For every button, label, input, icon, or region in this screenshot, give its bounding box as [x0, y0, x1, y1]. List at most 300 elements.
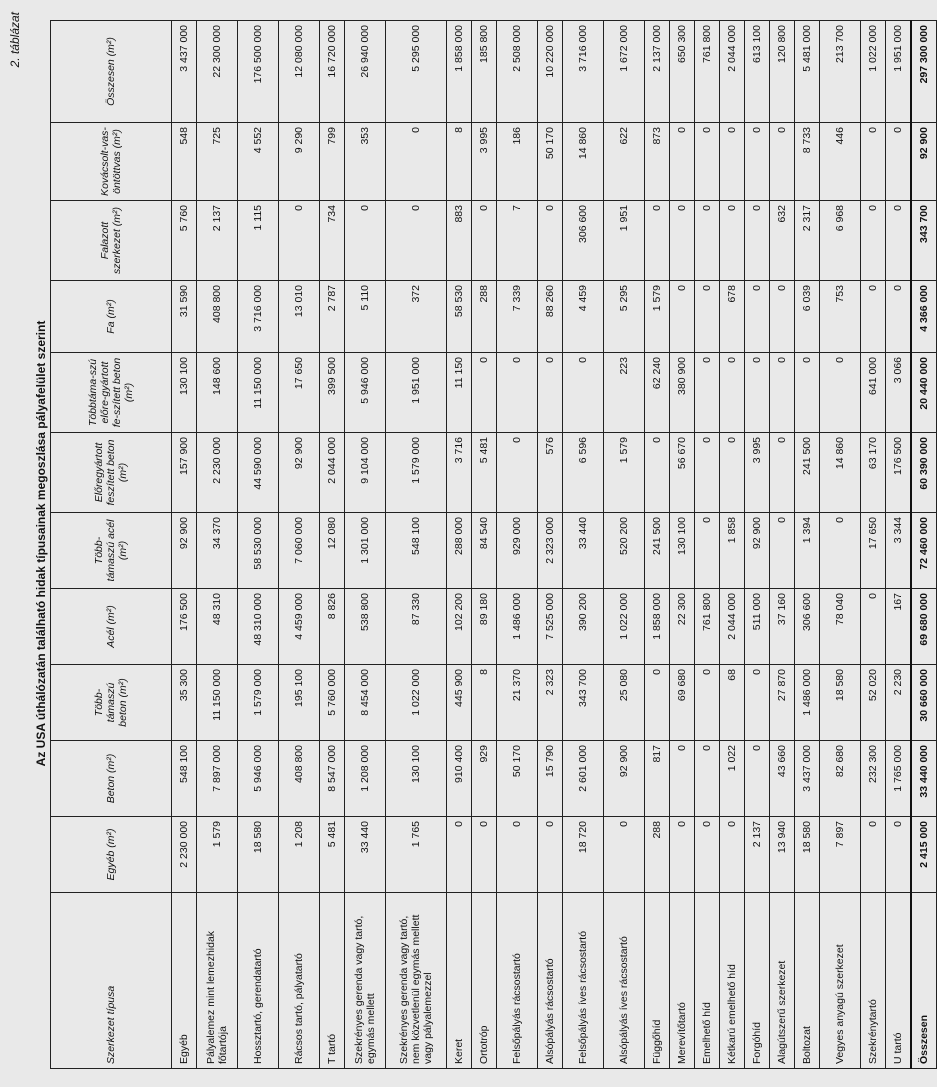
row-label: Alsópályás íves rácsostartó — [604, 893, 645, 1069]
table-cell: 1 486 000 — [795, 665, 820, 741]
table-cell: 0 — [720, 433, 745, 513]
table-cell: 3 995 — [745, 433, 770, 513]
table-cell: 2 317 — [795, 201, 820, 281]
table-cell: 288 000 — [447, 513, 472, 589]
table-cell: 1 579 — [604, 433, 645, 513]
table-cell: 1 951 000 — [386, 353, 447, 433]
row-label: Pályalemez mint lemezhidak főtartója — [197, 893, 238, 1069]
table-cell: 0 — [538, 817, 563, 893]
column-header-type: Szerkezet típusa — [51, 893, 172, 1069]
table-cell: 0 — [886, 817, 912, 893]
table-cell: 13 940 — [770, 817, 795, 893]
table-cell: 0 — [670, 281, 695, 353]
table-cell: 50 170 — [497, 741, 538, 817]
column-header: Falazott szerkezet (m²) — [51, 201, 172, 281]
table-cell: 78 040 — [820, 589, 861, 665]
table-cell: 17 650 — [861, 513, 886, 589]
table-cell: 18 580 — [795, 817, 820, 893]
table-cell: 11 150 — [447, 353, 472, 433]
table-cell: 1 115 — [238, 201, 279, 281]
table-cell: 130 100 — [670, 513, 695, 589]
table-cell: 0 — [538, 353, 563, 433]
table-cell: 33 440 000 — [911, 741, 937, 817]
table-cell: 5 295 — [604, 281, 645, 353]
table-cell: 0 — [745, 665, 770, 741]
table-cell: 5 110 — [345, 281, 386, 353]
table-cell: 0 — [472, 353, 497, 433]
table-cell: 52 020 — [861, 665, 886, 741]
table-cell: 92 900 — [911, 123, 937, 201]
table-cell: 1 022 000 — [604, 589, 645, 665]
table-cell: 0 — [745, 201, 770, 281]
table-row — [238, 21, 279, 1069]
table-cell: 734 — [320, 201, 345, 281]
table-cell: 0 — [695, 817, 720, 893]
table-cell: 11 150 000 — [238, 353, 279, 433]
table-cell: 11 150 000 — [197, 665, 238, 741]
table-cell: 520 200 — [604, 513, 645, 589]
column-header: Kovácsolt-vas-öntöttvas (m²) — [51, 123, 172, 201]
table-cell: 6 596 — [563, 433, 604, 513]
row-label: Boltozat — [795, 893, 820, 1069]
table-row — [386, 21, 447, 1069]
table-cell: 1 579 — [197, 817, 238, 893]
table-cell: 5 760 — [172, 201, 197, 281]
table-cell: 7 525 000 — [538, 589, 563, 665]
table-cell: 799 — [320, 123, 345, 201]
column-header: Fa (m²) — [51, 281, 172, 353]
table-cell: 0 — [497, 817, 538, 893]
table-cell: 0 — [720, 201, 745, 281]
table-cell: 511 000 — [745, 589, 770, 665]
table-cell: 3 716 — [447, 433, 472, 513]
total-row — [911, 21, 937, 1069]
column-header: Összesen (m²) — [51, 21, 172, 123]
table-cell: 0 — [670, 123, 695, 201]
table-cell: 0 — [497, 433, 538, 513]
table-cell: 8 — [472, 665, 497, 741]
table-cell: 14 860 — [563, 123, 604, 201]
table-cell: 92 900 — [745, 513, 770, 589]
table-cell: 306 600 — [795, 589, 820, 665]
table-cell: 0 — [745, 353, 770, 433]
row-label: Rácsos tartó, pályatartó — [279, 893, 320, 1069]
table-cell: 3 716 000 — [238, 281, 279, 353]
table-cell: 14 860 — [820, 433, 861, 513]
table-cell: 1 579 000 — [238, 665, 279, 741]
table-cell: 87 330 — [386, 589, 447, 665]
table-cell: 7 060 000 — [279, 513, 320, 589]
table-cell: 548 100 — [172, 741, 197, 817]
table-cell: 69 680 — [670, 665, 695, 741]
table-cell: 35 300 — [172, 665, 197, 741]
table-cell: 5 946 000 — [238, 741, 279, 817]
table-cell: 2 601 000 — [563, 741, 604, 817]
table-cell: 288 — [472, 281, 497, 353]
table-row — [447, 21, 472, 1069]
table-cell: 1 765 — [386, 817, 447, 893]
table-cell: 0 — [670, 741, 695, 817]
table-cell: 33 440 — [345, 817, 386, 893]
table-cell: 0 — [695, 665, 720, 741]
table-cell: 82 680 — [820, 741, 861, 817]
table-cell: 102 200 — [447, 589, 472, 665]
table-cell: 343 700 — [911, 201, 937, 281]
table-cell: 0 — [720, 123, 745, 201]
table-cell: 910 400 — [447, 741, 472, 817]
table-cell: 2 044 000 — [720, 589, 745, 665]
row-label: Vegyes anyagú szerkezet — [820, 893, 861, 1069]
table-cell: 0 — [604, 817, 645, 893]
table-cell: 0 — [670, 201, 695, 281]
table-cell: 0 — [770, 123, 795, 201]
row-label: Összesen — [911, 893, 937, 1069]
table-cell: 0 — [538, 201, 563, 281]
table-cell: 1 208 — [279, 817, 320, 893]
row-label: T tartó — [320, 893, 345, 1069]
column-header: Acél (m²) — [51, 589, 172, 665]
table-cell: 0 — [695, 741, 720, 817]
table-cell: 48 310 — [197, 589, 238, 665]
table-cell: 157 900 — [172, 433, 197, 513]
table-cell: 650 300 — [670, 21, 695, 123]
table-cell: 0 — [861, 123, 886, 201]
table-cell: 0 — [745, 741, 770, 817]
table-cell: 5 481 — [320, 817, 345, 893]
table-cell: 5 760 000 — [320, 665, 345, 741]
table-cell: 0 — [695, 353, 720, 433]
row-label: Felsőpályás rácsostartó — [497, 893, 538, 1069]
table-cell: 353 — [345, 123, 386, 201]
table-cell: 0 — [770, 433, 795, 513]
table-cell: 18 580 — [820, 665, 861, 741]
table-cell: 20 440 000 — [911, 353, 937, 433]
table-cell: 1 022 000 — [386, 665, 447, 741]
table-cell: 0 — [795, 353, 820, 433]
table-cell: 10 220 000 — [538, 21, 563, 123]
table-cell: 68 — [720, 665, 745, 741]
table-cell: 761 800 — [695, 21, 720, 123]
table-cell: 9 104 000 — [345, 433, 386, 513]
table-cell: 7 339 — [497, 281, 538, 353]
table-row — [197, 21, 238, 1069]
table-cell: 3 437 000 — [172, 21, 197, 123]
table-cell: 0 — [861, 281, 886, 353]
table-cell: 69 680 000 — [911, 589, 937, 665]
table-cell: 56 670 — [670, 433, 695, 513]
table-cell: 306 600 — [563, 201, 604, 281]
row-label: Szekrényes gerenda vagy tartó, nem közvetlenül egymás mellett vagy pályalemezzel — [386, 893, 447, 1069]
row-label: Alagútszerű szerkezet — [770, 893, 795, 1069]
table-row — [745, 21, 770, 1069]
table-cell: 0 — [886, 281, 912, 353]
table-row — [497, 21, 538, 1069]
table-cell: 3 344 — [886, 513, 912, 589]
row-label: Forgóhíd — [745, 893, 770, 1069]
table-cell: 0 — [861, 201, 886, 281]
table-cell: 399 500 — [320, 353, 345, 433]
table-cell: 0 — [886, 123, 912, 201]
table-cell: 58 530 — [447, 281, 472, 353]
row-label: Keret — [447, 893, 472, 1069]
table-cell: 2 323 000 — [538, 513, 563, 589]
table-row — [645, 21, 670, 1069]
table-cell: 48 310 000 — [238, 589, 279, 665]
table-cell: 130 100 — [172, 353, 197, 433]
table-cell: 0 — [720, 817, 745, 893]
table-cell: 18 720 — [563, 817, 604, 893]
table-cell: 548 — [172, 123, 197, 201]
table-cell: 213 700 — [820, 21, 861, 123]
table-cell: 15 790 — [538, 741, 563, 817]
table-cell: 0 — [472, 817, 497, 893]
row-label: Hossztartó, gerendatartó — [238, 893, 279, 1069]
table-row — [604, 21, 645, 1069]
row-label: Merevítőtartó — [670, 893, 695, 1069]
table-row — [320, 21, 345, 1069]
table-cell: 0 — [386, 201, 447, 281]
table-cell: 929 000 — [497, 513, 538, 589]
table-cell: 43 660 — [770, 741, 795, 817]
table-cell: 1 765 000 — [886, 741, 912, 817]
table-cell: 1 301 000 — [345, 513, 386, 589]
row-label: Függőhíd — [645, 893, 670, 1069]
table-cell: 8 826 — [320, 589, 345, 665]
table-cell: 1 022 — [720, 741, 745, 817]
table-cell: 92 900 — [279, 433, 320, 513]
table-cell: 167 — [886, 589, 912, 665]
table-cell: 678 — [720, 281, 745, 353]
column-header: Beton (m²) — [51, 741, 172, 817]
table-cell: 8 — [447, 123, 472, 201]
table-cell: 44 590 000 — [238, 433, 279, 513]
table-cell: 5 946 000 — [345, 353, 386, 433]
table-cell: 2 508 000 — [497, 21, 538, 123]
table-cell: 130 100 — [386, 741, 447, 817]
table-cell: 343 700 — [563, 665, 604, 741]
table-cell: 16 720 000 — [320, 21, 345, 123]
table-cell: 753 — [820, 281, 861, 353]
table-cell: 3 716 000 — [563, 21, 604, 123]
table-cell: 883 — [447, 201, 472, 281]
table-cell: 92 900 — [172, 513, 197, 589]
table-cell: 2 787 — [320, 281, 345, 353]
table-cell: 7 897 000 — [197, 741, 238, 817]
table-cell: 0 — [447, 817, 472, 893]
table-cell: 0 — [695, 281, 720, 353]
table-cell: 2 137 000 — [645, 21, 670, 123]
table-cell: 0 — [886, 201, 912, 281]
table-cell: 5 295 000 — [386, 21, 447, 123]
table-cell: 408 800 — [279, 741, 320, 817]
table-cell: 3 995 — [472, 123, 497, 201]
table-cell: 0 — [695, 123, 720, 201]
table-cell: 408 800 — [197, 281, 238, 353]
row-label: Ortotróp — [472, 893, 497, 1069]
table-cell: 13 010 — [279, 281, 320, 353]
table-row — [770, 21, 795, 1069]
table-cell: 1 858 000 — [645, 589, 670, 665]
table-cell: 22 300 000 — [197, 21, 238, 123]
table-row — [279, 21, 320, 1069]
table-cell: 0 — [695, 201, 720, 281]
table-cell: 0 — [345, 201, 386, 281]
row-label: Egyéb — [172, 893, 197, 1069]
table-cell: 4 459 000 — [279, 589, 320, 665]
table-cell: 12 080 000 — [279, 21, 320, 123]
table-cell: 2 415 000 — [911, 817, 937, 893]
table-cell: 8 733 — [795, 123, 820, 201]
table-cell: 641 000 — [861, 353, 886, 433]
table-cell: 2 044 000 — [320, 433, 345, 513]
table-cell: 9 290 — [279, 123, 320, 201]
table-cell: 4 459 — [563, 281, 604, 353]
table-cell: 4 552 — [238, 123, 279, 201]
table-cell: 26 940 000 — [345, 21, 386, 123]
table-cell: 1 579 — [645, 281, 670, 353]
table-row — [472, 21, 497, 1069]
table-cell: 0 — [770, 281, 795, 353]
row-label: Emelhető híd — [695, 893, 720, 1069]
table-cell: 232 300 — [861, 741, 886, 817]
table-cell: 223 — [604, 353, 645, 433]
table-cell: 1 486 000 — [497, 589, 538, 665]
column-header: Több-támaszú acél (m²) — [51, 513, 172, 589]
table-cell: 0 — [745, 123, 770, 201]
table-cell: 0 — [497, 353, 538, 433]
table-cell: 88 260 — [538, 281, 563, 353]
table-cell: 176 500 — [886, 433, 912, 513]
table-cell: 0 — [472, 201, 497, 281]
table-cell: 538 800 — [345, 589, 386, 665]
table-cell: 176 500 000 — [238, 21, 279, 123]
header-row — [51, 21, 172, 1069]
table-cell: 50 170 — [538, 123, 563, 201]
row-label: Szekrénytartó — [861, 893, 886, 1069]
table-cell: 21 370 — [497, 665, 538, 741]
table-cell: 1 858 — [720, 513, 745, 589]
table-cell: 8 454 000 — [345, 665, 386, 741]
table-cell: 7 897 — [820, 817, 861, 893]
table-cell: 0 — [279, 201, 320, 281]
table-cell: 0 — [695, 513, 720, 589]
table-cell: 380 900 — [670, 353, 695, 433]
table-cell: 17 650 — [279, 353, 320, 433]
table-cell: 22 300 — [670, 589, 695, 665]
table-cell: 0 — [386, 123, 447, 201]
table-cell: 0 — [645, 201, 670, 281]
table-cell: 25 080 — [604, 665, 645, 741]
table-title: Az USA úthálózatán található hidak típusainak megoszlása pályafelület szerint — [34, 320, 48, 767]
column-header: Többtáma-szú előre-gyártott fe-szített beton (m²) — [51, 353, 172, 433]
table-cell: 632 — [770, 201, 795, 281]
table-cell: 241 500 — [645, 513, 670, 589]
table-cell: 0 — [770, 353, 795, 433]
table-row — [861, 21, 886, 1069]
table-cell: 1 579 000 — [386, 433, 447, 513]
table-cell: 62 240 — [645, 353, 670, 433]
table-cell: 18 580 — [238, 817, 279, 893]
table-cell: 1 394 — [795, 513, 820, 589]
table-cell: 92 900 — [604, 741, 645, 817]
table-cell: 148 600 — [197, 353, 238, 433]
table-row — [795, 21, 820, 1069]
table-cell: 761 800 — [695, 589, 720, 665]
table-cell: 63 170 — [861, 433, 886, 513]
table-cell: 0 — [695, 433, 720, 513]
table-cell: 2 137 — [745, 817, 770, 893]
row-label: Szekrényes gerenda vagy tartó, egymás mellett — [345, 893, 386, 1069]
table-number: 2. táblázat — [8, 12, 22, 68]
table-cell: 0 — [670, 817, 695, 893]
table-cell: 548 100 — [386, 513, 447, 589]
row-label: Alsópályás rácsostartó — [538, 893, 563, 1069]
table-cell: 1 208 000 — [345, 741, 386, 817]
table-row — [563, 21, 604, 1069]
table-cell: 30 660 000 — [911, 665, 937, 741]
table-cell: 89 180 — [472, 589, 497, 665]
table-cell: 390 200 — [563, 589, 604, 665]
table-cell: 1 022 000 — [861, 21, 886, 123]
table-cell: 2 137 — [197, 201, 238, 281]
table-cell: 58 530 000 — [238, 513, 279, 589]
table-cell: 0 — [645, 433, 670, 513]
table-cell: 297 300 000 — [911, 21, 937, 123]
table-cell: 176 500 — [172, 589, 197, 665]
table-cell: 7 — [497, 201, 538, 281]
table-cell: 5 481 — [472, 433, 497, 513]
row-label: U tartó — [886, 893, 912, 1069]
table-cell: 34 370 — [197, 513, 238, 589]
table-cell: 1 672 000 — [604, 21, 645, 123]
table-cell: 0 — [820, 513, 861, 589]
table-cell: 120 800 — [770, 21, 795, 123]
table-cell: 873 — [645, 123, 670, 201]
table-cell: 6 039 — [795, 281, 820, 353]
table-cell: 1 858 000 — [447, 21, 472, 123]
table-cell: 37 160 — [770, 589, 795, 665]
table-cell: 84 540 — [472, 513, 497, 589]
table-cell: 0 — [820, 353, 861, 433]
table-row — [695, 21, 720, 1069]
table-cell: 445 900 — [447, 665, 472, 741]
table-cell: 2 230 000 — [197, 433, 238, 513]
table-cell: 622 — [604, 123, 645, 201]
table-cell: 3 066 — [886, 353, 912, 433]
table-cell: 2 044 000 — [720, 21, 745, 123]
table-row — [670, 21, 695, 1069]
table-body — [172, 21, 937, 1069]
table-cell: 2 230 — [886, 665, 912, 741]
table-row — [345, 21, 386, 1069]
table-cell: 60 390 000 — [911, 433, 937, 513]
table-cell: 1 951 000 — [886, 21, 912, 123]
table-row — [886, 21, 912, 1069]
row-label: Kétkarú emelhető híd — [720, 893, 745, 1069]
table-cell: 0 — [563, 353, 604, 433]
table-cell: 2 230 000 — [172, 817, 197, 893]
table-cell: 288 — [645, 817, 670, 893]
table-cell: 613 100 — [745, 21, 770, 123]
table-row — [720, 21, 745, 1069]
table-cell: 185 800 — [472, 21, 497, 123]
table-cell: 12 080 — [320, 513, 345, 589]
table-cell: 2 323 — [538, 665, 563, 741]
table-cell: 5 481 000 — [795, 21, 820, 123]
column-header: Több-támaszú beton (m²) — [51, 665, 172, 741]
table-cell: 27 870 — [770, 665, 795, 741]
table-cell: 0 — [645, 665, 670, 741]
